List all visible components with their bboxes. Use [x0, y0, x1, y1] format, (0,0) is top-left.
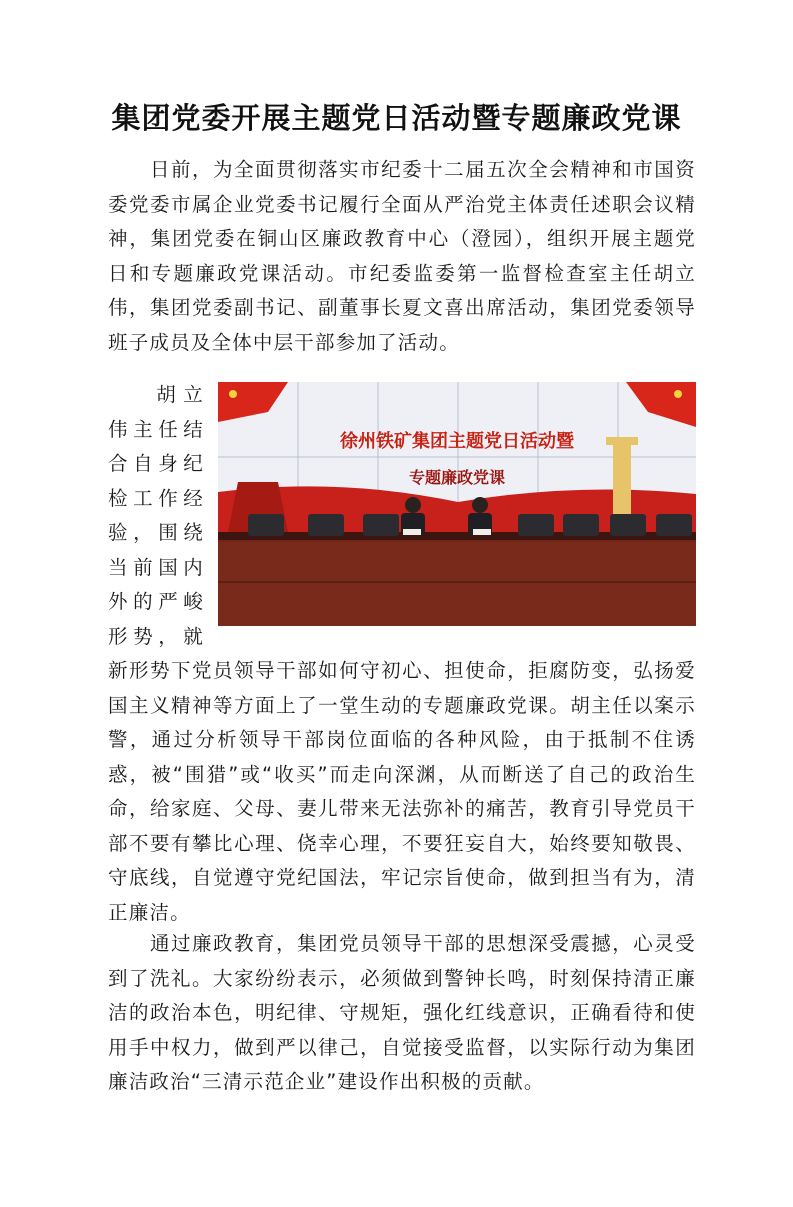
photo-banner-line1: 徐州铁矿集团主题党日活动暨	[340, 431, 574, 452]
article-title: 集团党委开展主题党日活动暨专题廉政党课	[111, 101, 682, 135]
photo-wrap-section	[108, 378, 696, 930]
meeting-photo-illustration	[218, 382, 696, 626]
photo-banner-line2: 专题廉政党课	[408, 468, 505, 487]
meeting-photo	[218, 382, 696, 626]
paragraph-conclusion: 通过廉政教育，集团党员领导干部的思想深受震撼，心灵受到了洗礼。大家纷纷表示，必须做到警钟长鸣，时刻保持清正廉洁的政治本色，明纪律、守规矩，强化红线意识，正确看待和使用手中权力，做到严以律己，自觉接受监督，以实际行动为集团廉洁政治“三清示范企业”建设作出积极的贡献。	[108, 932, 696, 1093]
paragraph-lecture-text: 胡立伟主任结合自身纪检工作经验，围绕当前国内外的严峻形势，就新形势下党员领导干部如何守初心、担使命，拒腐防变，弘扬爱国主义精神等方面上了一堂生动的专题廉政党课。胡主任以案示警，通过分析领导干部岗位面临的各种风险，由于抵制不住诱惑，被“围猎”或“收买”而走向深渊，从而断送了自己的政治生命，给家庭、父母、妻儿带来无法弥补的痛苦，教育引导党员干部不要有攀比心理、侥幸心理，不要狂妄自大，始终要知敬畏、守底线，自觉遵守党纪国法，牢记宗旨使命，做到担当有为，清正廉洁。	[108, 383, 696, 924]
paragraph-intro: 日前，为全面贯彻落实市纪委十二届五次全会精神和市国资委党委市属企业党委书记履行全面从严治党主体责任述职会议精神，集团党委在铜山区廉政教育中心（澄园），组织开展主题党日和专题廉政党课活动。市纪委监委第一监督检查室主任胡立伟，集团党委副书记、副董事长夏文喜出席活动，集团党委领导班子成员及全体中层干部参加了活动。	[108, 158, 696, 354]
